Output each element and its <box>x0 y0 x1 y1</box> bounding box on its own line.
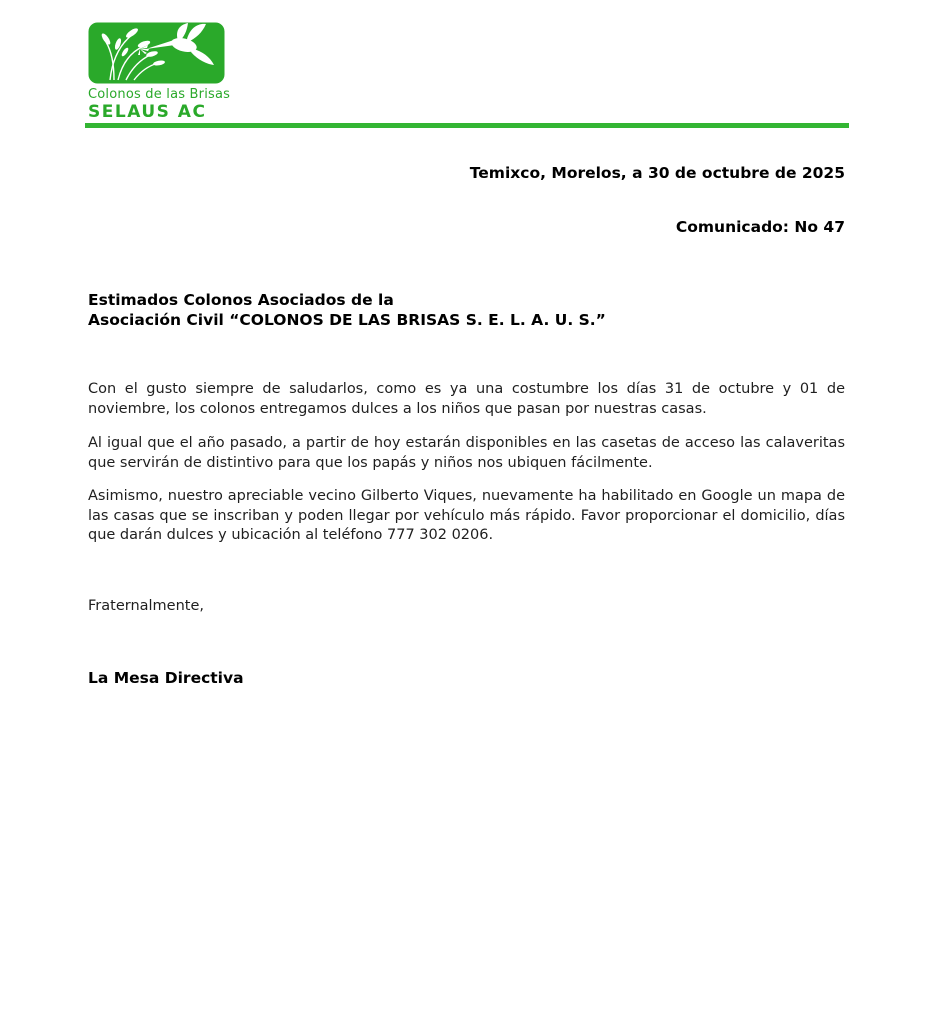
dateline: Temixco, Morelos, a 30 de octubre de 2025 <box>469 164 845 182</box>
logo-acronym-line: SELAUS AC <box>88 102 207 122</box>
body-paragraph-3: Asimismo, nuestro apreciable vecino Gilberto Viques, nuevamente ha habilitado en Google un mapa de las casas que se inscriban y poden llegar por vehículo más rápido. Favor proporcionar el domicilio, días que darán dulces y ubicación al teléfono 777 302 0206. <box>88 488 845 543</box>
header-divider <box>85 123 849 128</box>
hummingbird-flowers-icon <box>88 22 238 84</box>
body-paragraph-2: Al igual que el año pasado, a partir de hoy estarán disponibles en las casetas de acceso las calaveritas que servirán de distintivo para que los papás y niños nos ubiquen fácilmente. <box>88 435 845 471</box>
closing-salutation: Fraternalmente, <box>88 598 204 614</box>
body-paragraph-1: Con el gusto siempre de saludarlos, como es ya una costumbre los días 31 de octubre y 01 de noviembre, los colonos entregamos dulces a los niños que pasan por nuestras casas. <box>88 381 845 417</box>
comunicado-number: Comunicado: No 47 <box>675 218 845 236</box>
salutation-line-2: Asociación Civil “COLONOS DE LAS BRISAS S. E. L. A. U. S.” <box>88 311 606 329</box>
signature-line: La Mesa Directiva <box>88 669 244 687</box>
salutation <box>88 290 845 330</box>
logo-name-line: Colonos de las Brisas <box>88 87 231 102</box>
salutation-line-1: Estimados Colonos Asociados de la <box>88 291 394 309</box>
org-logo <box>88 22 238 122</box>
